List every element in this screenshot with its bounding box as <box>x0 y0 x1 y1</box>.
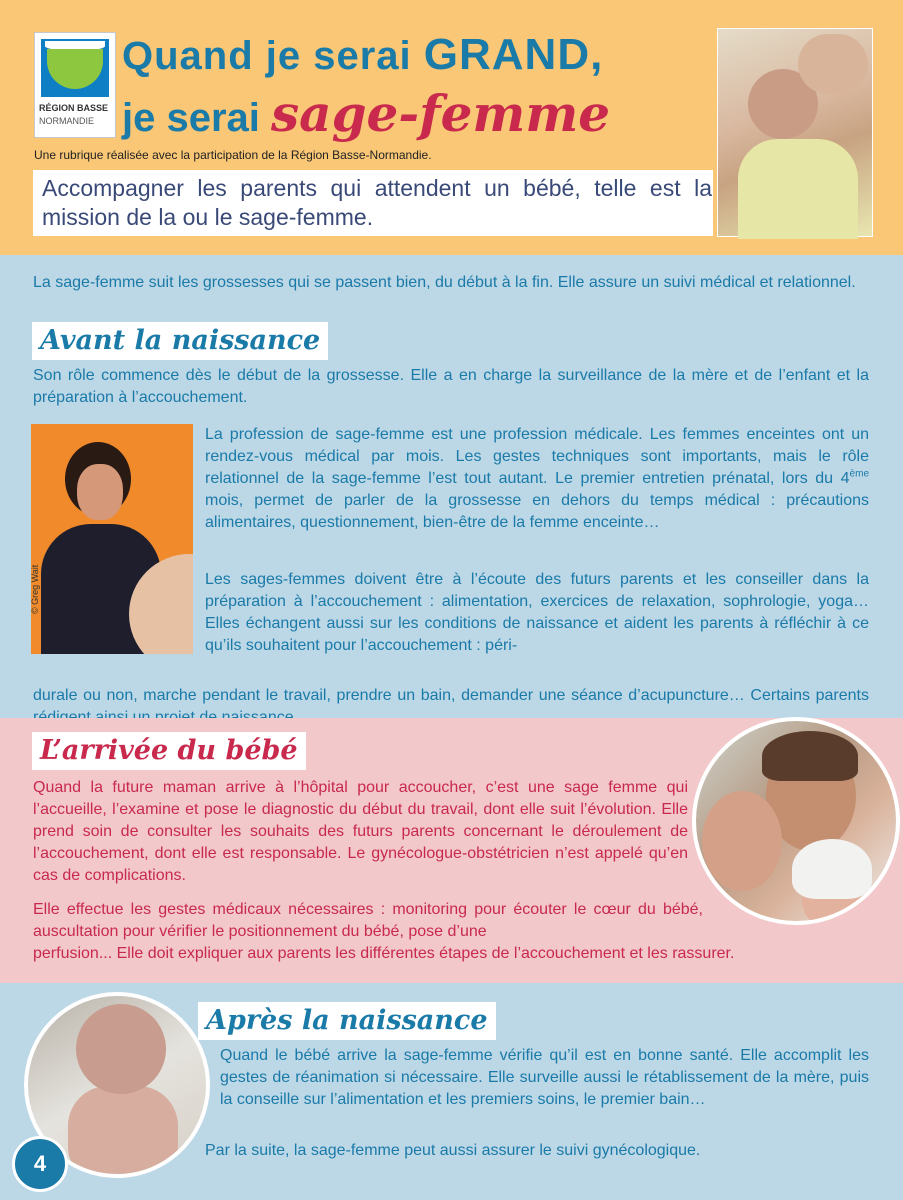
paragraph-avant-2-a: La profession de sage-femme est une profession médicale. Les femmes enceintes ont un rendez-vous médical par mois. Les gestes techniques sont importants, mais le rôle relationnel de la sage-femme l’est tout autant. Le premier entretien prénatal, lors du 4 <box>205 426 869 487</box>
title-line-2-b: sage-femme <box>271 84 611 143</box>
lead-paragraph: La sage-femme suit les grossesses qui se passent bien, du début à la fin. Elle assure un suivi médical et relationnel. <box>33 274 856 291</box>
logo-label-region: RÉGION BASSE <box>39 103 109 113</box>
page-number-badge: 4 <box>12 1136 68 1192</box>
title-line-2 <box>122 84 610 143</box>
title-line-1-b: GRAND, <box>423 30 604 79</box>
paragraph-apres-1: Quand le bébé arrive la sage-femme vérifie qu’il est en bonne santé. Elle accomplit les gestes de réanimation si nécessaire. Elle surveille aussi le rétablissement de la mère, puis la conseille sur l’alimentation et les premiers soins, le premier bain… <box>220 1047 869 1108</box>
paragraph-avant-4: durale ou non, marche pendant le travail, prendre un bain, demander une séance d’acupuncture… Certains parents <box>33 687 869 704</box>
logo-label-normandie: NORMANDIE <box>39 116 95 126</box>
rubric-credit: Une rubrique réalisée avec la participation de la Région Basse-Normandie. <box>34 148 432 162</box>
paragraph-arrivee-2: Elle effectue les gestes médicaux nécessaires : monitoring pour écouter le cœur du bébé, auscultation pour vérifier le positionnement du bébé, pose d’une <box>33 901 703 940</box>
heading-apres-naissance: Après la naissance <box>198 1002 496 1040</box>
heading-arrivee-bebe: L’arrivée du bébé <box>32 732 306 770</box>
family-photo <box>692 717 900 925</box>
paragraph-arrivee-3: perfusion... Elle doit expliquer aux parents les différentes étapes de l’accouchement et les rassurer. <box>33 945 735 962</box>
paragraph-avant-2-b: mois, permet de parler de la grossesse en dehors du temps médical : précautions alimentaires, questionnement, bien-être de la femme enceinte… <box>205 492 869 531</box>
baby-photo <box>717 28 873 237</box>
paragraph-apres-2: Par la suite, la sage-femme peut aussi assurer le suivi gynécologique. <box>205 1142 701 1159</box>
intro-text: Accompagner les parents qui attendent un bébé, telle est la mission de la ou le sage-femme. <box>42 175 712 230</box>
title-line-2-a: je serai <box>122 96 272 140</box>
heading-avant-naissance: Avant la naissance <box>32 322 328 360</box>
midwife-photo <box>31 424 193 654</box>
paragraph-avant-1: Son rôle commence dès le début de la grossesse. Elle a en charge la surveillance de la mère et de l’enfant et la préparation à l’accouchement. <box>33 367 869 406</box>
photo-credit: © Greg Wait <box>30 564 40 614</box>
region-flag-icon <box>41 39 109 97</box>
region-logo <box>34 32 116 138</box>
paragraph-avant-2 <box>205 424 869 534</box>
paragraph-arrivee-1: Quand la future maman arrive à l’hôpital pour accoucher, c’est une sage femme qui l’accueille, l’examine et pose le diagnostic du début du travail, dont elle suit l’évolution. Elle prend soin de consulter les souhaits des futurs parents concernant le déroulement de l’accouchement, dont elle est responsable. Le gynécologue-obstétricien n’est appelé qu’en cas de complications. <box>33 779 688 884</box>
superscript-eme: ème <box>849 468 869 480</box>
paragraph-avant-3: Les sages-femmes doivent être à l’écoute des futurs parents et les conseiller dans la préparation à l’accouchement : alimentation, exercices de relaxation, sophrologie, yoga… Elles échangent aussi sur les conditions de naissance et aident les parents à réfléchir à ce qu’ils souhaitent pour l’accouchement : péri- <box>205 571 869 654</box>
title-line-1-a: Quand je serai <box>122 34 424 78</box>
title-line-1 <box>122 30 603 80</box>
